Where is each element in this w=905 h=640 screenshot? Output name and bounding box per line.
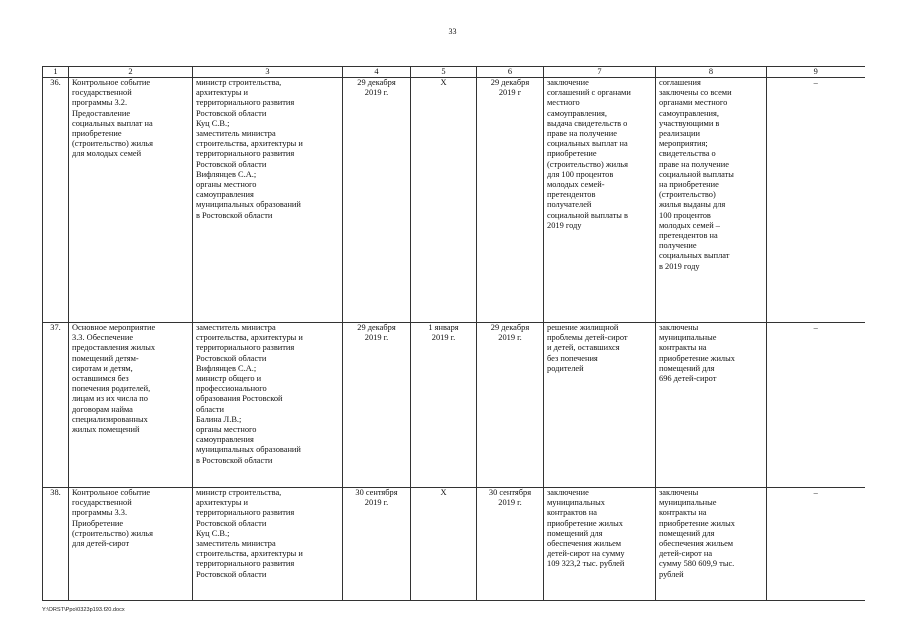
column-header: 6 [477,67,544,78]
event-name-cell: Контрольное событие государственной программы 3.2. Предоставление социальных выплат на приобретение (строительство) жилья для молодых семей [69,78,193,323]
column-header: 2 [69,67,193,78]
actual-result-cell: соглашения заключены со всеми органами местного самоуправления, участвующими в реализации мероприятия; свидетельства о праве на получение социальной выплаты на приобретение (строительство) жилья выданы для 100 процентов молодых семей – претендентов на получение социальных выплат в 2019 году [656,78,767,323]
planned-date-cell: 29 декабря 2019 г. [343,323,411,488]
planned-date-cell: 29 декабря 2019 г. [343,78,411,323]
planned-result-cell: решение жилищной проблемы детей-сирот и детей, оставшихся без попечения родителей [544,323,656,488]
event-name-cell: Контрольное событие государственной программы 3.3. Приобретение (строительство) жилья для детей-сирот [69,488,193,601]
reason-cell: – [767,488,865,601]
column-header: 3 [193,67,343,78]
actual-start-cell: Х [411,78,477,323]
responsible-cell: министр строительства, архитектуры и территориального развития Ростовской области Куц С.В.; заместитель министра строительства, архитектуры и территориального развития Ростовской области Вифлянцев С.А.; органы местного самоуправления муниципальных образований в Ростовской области [193,78,343,323]
column-number-row [43,67,865,78]
reason-cell: – [767,323,865,488]
reason-cell: – [767,78,865,323]
column-header: 9 [767,67,865,78]
file-path-footer: Y:\ORST\Ppo\0323p193.f20.docx [42,607,125,613]
row-number: 36. [43,78,69,323]
actual-end-cell: 29 декабря 2019 г. [477,323,544,488]
column-header: 8 [656,67,767,78]
actual-end-cell: 30 сентября 2019 г. [477,488,544,601]
table-row [43,78,865,323]
actual-result-cell: заключены муниципальные контракты на приобретение жилых помещений для 696 детей-сирот [656,323,767,488]
planned-result-cell: заключение соглашений с органами местного самоуправления, выдача свидетельств о праве на получение социальных выплат на приобретение (строительство) жилья для 100 процентов молодых семей- претендентов получателей социальной выплаты в 2019 году [544,78,656,323]
page-number: 33 [448,27,457,36]
actual-start-cell: Х [411,488,477,601]
table-row [43,488,865,601]
row-number: 38. [43,488,69,601]
row-number: 37. [43,323,69,488]
actual-end-cell: 29 декабря 2019 г [477,78,544,323]
column-header: 4 [343,67,411,78]
actual-result-cell: заключены муниципальные контракты на приобретение жилых помещений для обеспечения жильем детей-сирот на сумму 580 609,9 тыс. рублей [656,488,767,601]
plan-table [42,66,865,601]
column-header: 5 [411,67,477,78]
column-header: 7 [544,67,656,78]
table-row [43,323,865,488]
event-name-cell: Основное мероприятие 3.3. Обеспечение предоставления жилых помещений детям- сиротам и детям, оставшимся без попечения родителей, лицам из их числа по договорам найма специализированных жилых помещений [69,323,193,488]
responsible-cell: заместитель министра строительства, архитектуры и территориального развития Ростовской области Вифлянцев С.А.; министр общего и профессионального образования Ростовской области Балина Л.В.; органы местного самоуправления муниципальных образований в Ростовской области [193,323,343,488]
planned-result-cell: заключение муниципальных контрактов на приобретение жилых помещений для обеспечения жильем детей-сирот на сумму 109 323,2 тыс. рублей [544,488,656,601]
planned-date-cell: 30 сентября 2019 г. [343,488,411,601]
column-header: 1 [43,67,69,78]
actual-start-cell: 1 января 2019 г. [411,323,477,488]
responsible-cell: министр строительства, архитектуры и территориального развития Ростовской области Куц С.В.; заместитель министра строительства, архитектуры и территориального развития Ростовской области [193,488,343,601]
